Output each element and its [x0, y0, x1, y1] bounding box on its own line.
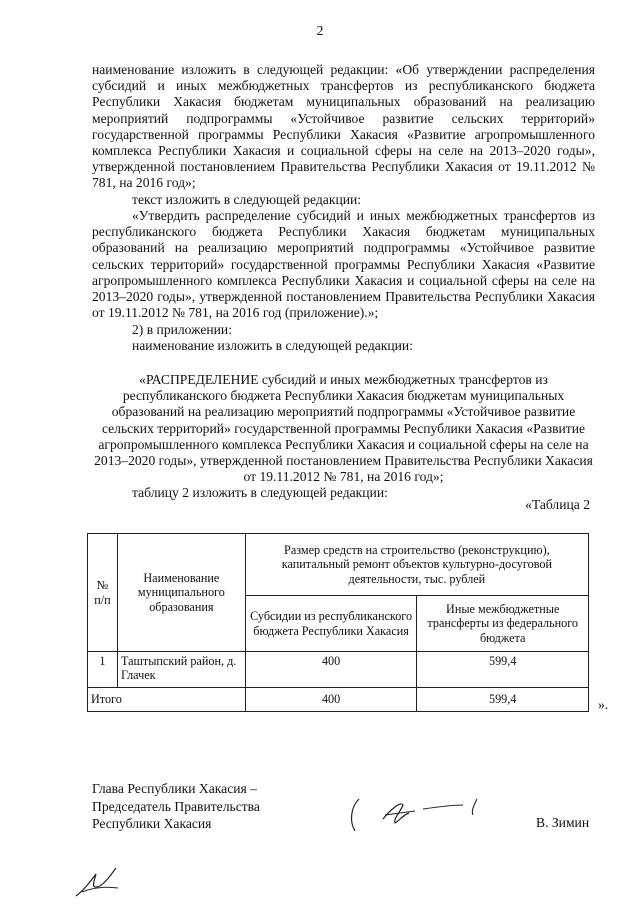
- paragraph-name-change: наименование изложить в следующей редакции: «Об утверждении распределения субсидий и иных межбюджетных трансфертов из республиканского бюджета Республики Хакасия бюджетам муниципальных образований на реализацию мероприятий подпрограммы «Устойчивое развитие сельских территорий» государственной программы Республики Хакасия «Развитие агропромышленного комплекса Республики Хакасия и социальной сферы на селе на 2013–2020 годы», утвержденной постановлением Правительства Республики Хакасия от 19.11.2012 № 781, на 2016 год»;: [92, 62, 595, 191]
- row-subsidies: 400: [245, 652, 417, 688]
- signatory-title-line2: Председатель Правительства: [92, 798, 260, 814]
- paragraph-table-intro: таблицу 2 изложить в следующей редакции:: [132, 485, 388, 500]
- paragraph-name-intro: наименование изложить в следующей редакции:: [132, 338, 413, 353]
- total-other-transfers: 599,4: [417, 688, 589, 712]
- header-number: № п/п: [88, 534, 118, 652]
- signatory-name: В. Зимин: [536, 815, 590, 830]
- total-subsidies: 400: [245, 688, 417, 712]
- table-caption: «Таблица 2: [525, 497, 590, 512]
- signatory-title-line3: Республики Хакасия: [92, 816, 212, 831]
- paragraph-new-text: «Утвердить распределение субсидий и иных межбюджетных трансфертов из республиканского бюджета Республики Хакасия бюджетам муниципальных образований на реализацию мероприятий подпрограммы «Устойчивое развитие сельских территорий» государственной программы Республики Хакасия «Развитие агропромышленного комплекса Республики Хакасия и социальной сферы на селе на 2013–2020 годы», утвержденной постановлением Правительства Республики Хакасия от 19.11.2012 № 781, на 2016 год (приложение).»;: [92, 208, 595, 321]
- row-number: 1: [88, 652, 118, 688]
- signatory-title: [92, 780, 260, 833]
- header-municipality: Наименование муниципального образования: [117, 534, 245, 652]
- row-municipality: Таштыпский район, д. Глачек: [117, 652, 245, 688]
- page-number: 2: [316, 24, 324, 39]
- handwritten-initials: [70, 862, 130, 907]
- distribution-table: [87, 533, 589, 712]
- table-row: [88, 652, 589, 688]
- signatory-title-line1: Глава Республики Хакасия –: [92, 781, 257, 796]
- paragraph-text-intro: текст изложить в следующей редакции:: [132, 192, 362, 207]
- closing-quote-mark: ».: [598, 697, 609, 712]
- table-total-row: [88, 688, 589, 712]
- header-other-transfers: Иные межбюджетные трансферты из федерального бюджета: [417, 596, 589, 652]
- handwritten-signature: [345, 793, 495, 843]
- total-label: Итого: [88, 688, 246, 712]
- row-other-transfers: 599,4: [417, 652, 589, 688]
- paragraph-appendix: 2) в приложении:: [132, 322, 232, 337]
- header-subsidies: Субсидии из республиканского бюджета Республики Хакасия: [245, 596, 417, 652]
- header-funds-group: Размер средств на строительство (реконструкцию), капитальный ремонт объектов культурно-досуговой деятельности, тыс. рублей: [245, 534, 588, 596]
- paragraph-distribution-title: «РАСПРЕДЕЛЕНИЕ субсидий и иных межбюджетных трансфертов из республиканского бюджета Республики Хакасия бюджетам муниципальных образований на реализацию мероприятий подпрограммы «Устойчивое развитие сельских территорий» государственной программы Республики Хакасия «Развитие агропромышленного комплекса Республики Хакасия и социальной сферы на селе на 2013–2020 годы», утвержденной постановлением Правительства Республики Хакасия от 19.11.2012 № 781, на 2016 год»;: [94, 372, 593, 485]
